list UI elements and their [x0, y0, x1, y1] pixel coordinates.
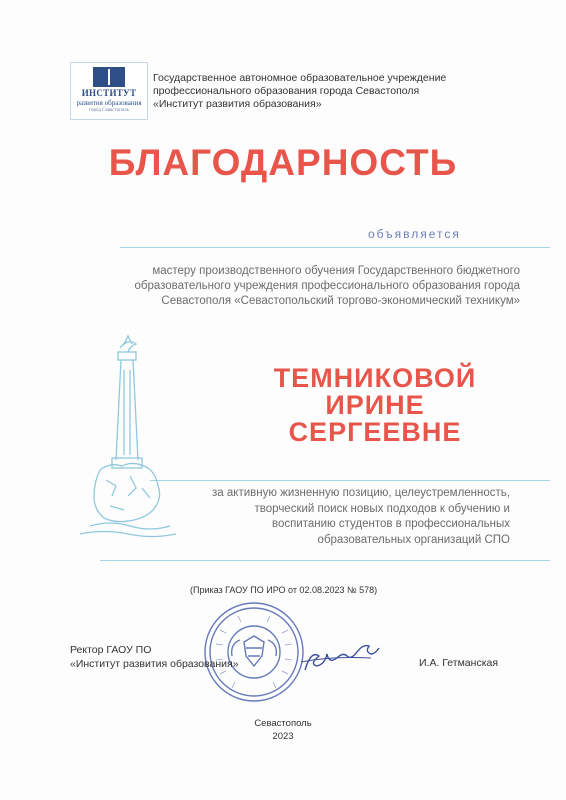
reason-line: воспитанию студентов в профессиональных [271, 518, 510, 530]
signer-position [70, 643, 239, 671]
recipient-name [190, 365, 560, 446]
org-line: профессионального образования города Севастополя [153, 85, 420, 97]
decor-line [150, 480, 550, 481]
recipient-line: мастеру производственного обучения Государственного бюджетного [152, 265, 520, 277]
order-reference: (Приказ ГАОУ ПО ИРО от 02.08.2023 № 578) [190, 585, 378, 595]
decor-line [100, 560, 550, 561]
institute-logo [70, 62, 148, 120]
signer-name: И.А. Гетманская [419, 657, 499, 669]
signature-icon [301, 640, 381, 680]
reason-text [120, 486, 510, 548]
announce-word: объявляется [368, 227, 461, 241]
city-year [0, 717, 566, 743]
name-line: СЕРГЕЕВНЕ [288, 417, 462, 447]
book-icon [93, 67, 125, 87]
decor-line [120, 247, 550, 248]
reason-line: творческий поиск новых подходов к обучению и [254, 502, 510, 515]
reason-line: образовательных организаций СПО [317, 533, 510, 546]
signer-line: Ректор ГАОУ ПО [70, 644, 152, 656]
org-line: «Институт развития образования» [153, 98, 322, 110]
recipient-line: образовательного учреждения профессионального образования города [134, 280, 520, 292]
logo-line-3: город Севастополь [89, 108, 129, 113]
org-line: Государственное автономное образовательное учреждение [153, 72, 447, 84]
name-line: ИРИНЕ [325, 390, 425, 420]
signer-line: «Институт развития образования» [70, 658, 239, 670]
reason-line: за активную жизненную позицию, целеустремленность, [212, 487, 510, 499]
organization-name [153, 72, 493, 111]
logo-line-2: развития образования [76, 99, 142, 107]
logo-line-1: ИНСТИТУТ [81, 88, 137, 98]
city: Севастополь [254, 718, 312, 729]
name-line: ТЕМНИКОВОЙ [273, 363, 477, 393]
document-title: БЛАГОДАРНОСТЬ [108, 142, 458, 183]
recipient-description [60, 264, 520, 309]
recipient-line: Севастополя «Севастопольский торгово-экономический техникум» [161, 295, 520, 307]
year: 2023 [272, 731, 294, 742]
